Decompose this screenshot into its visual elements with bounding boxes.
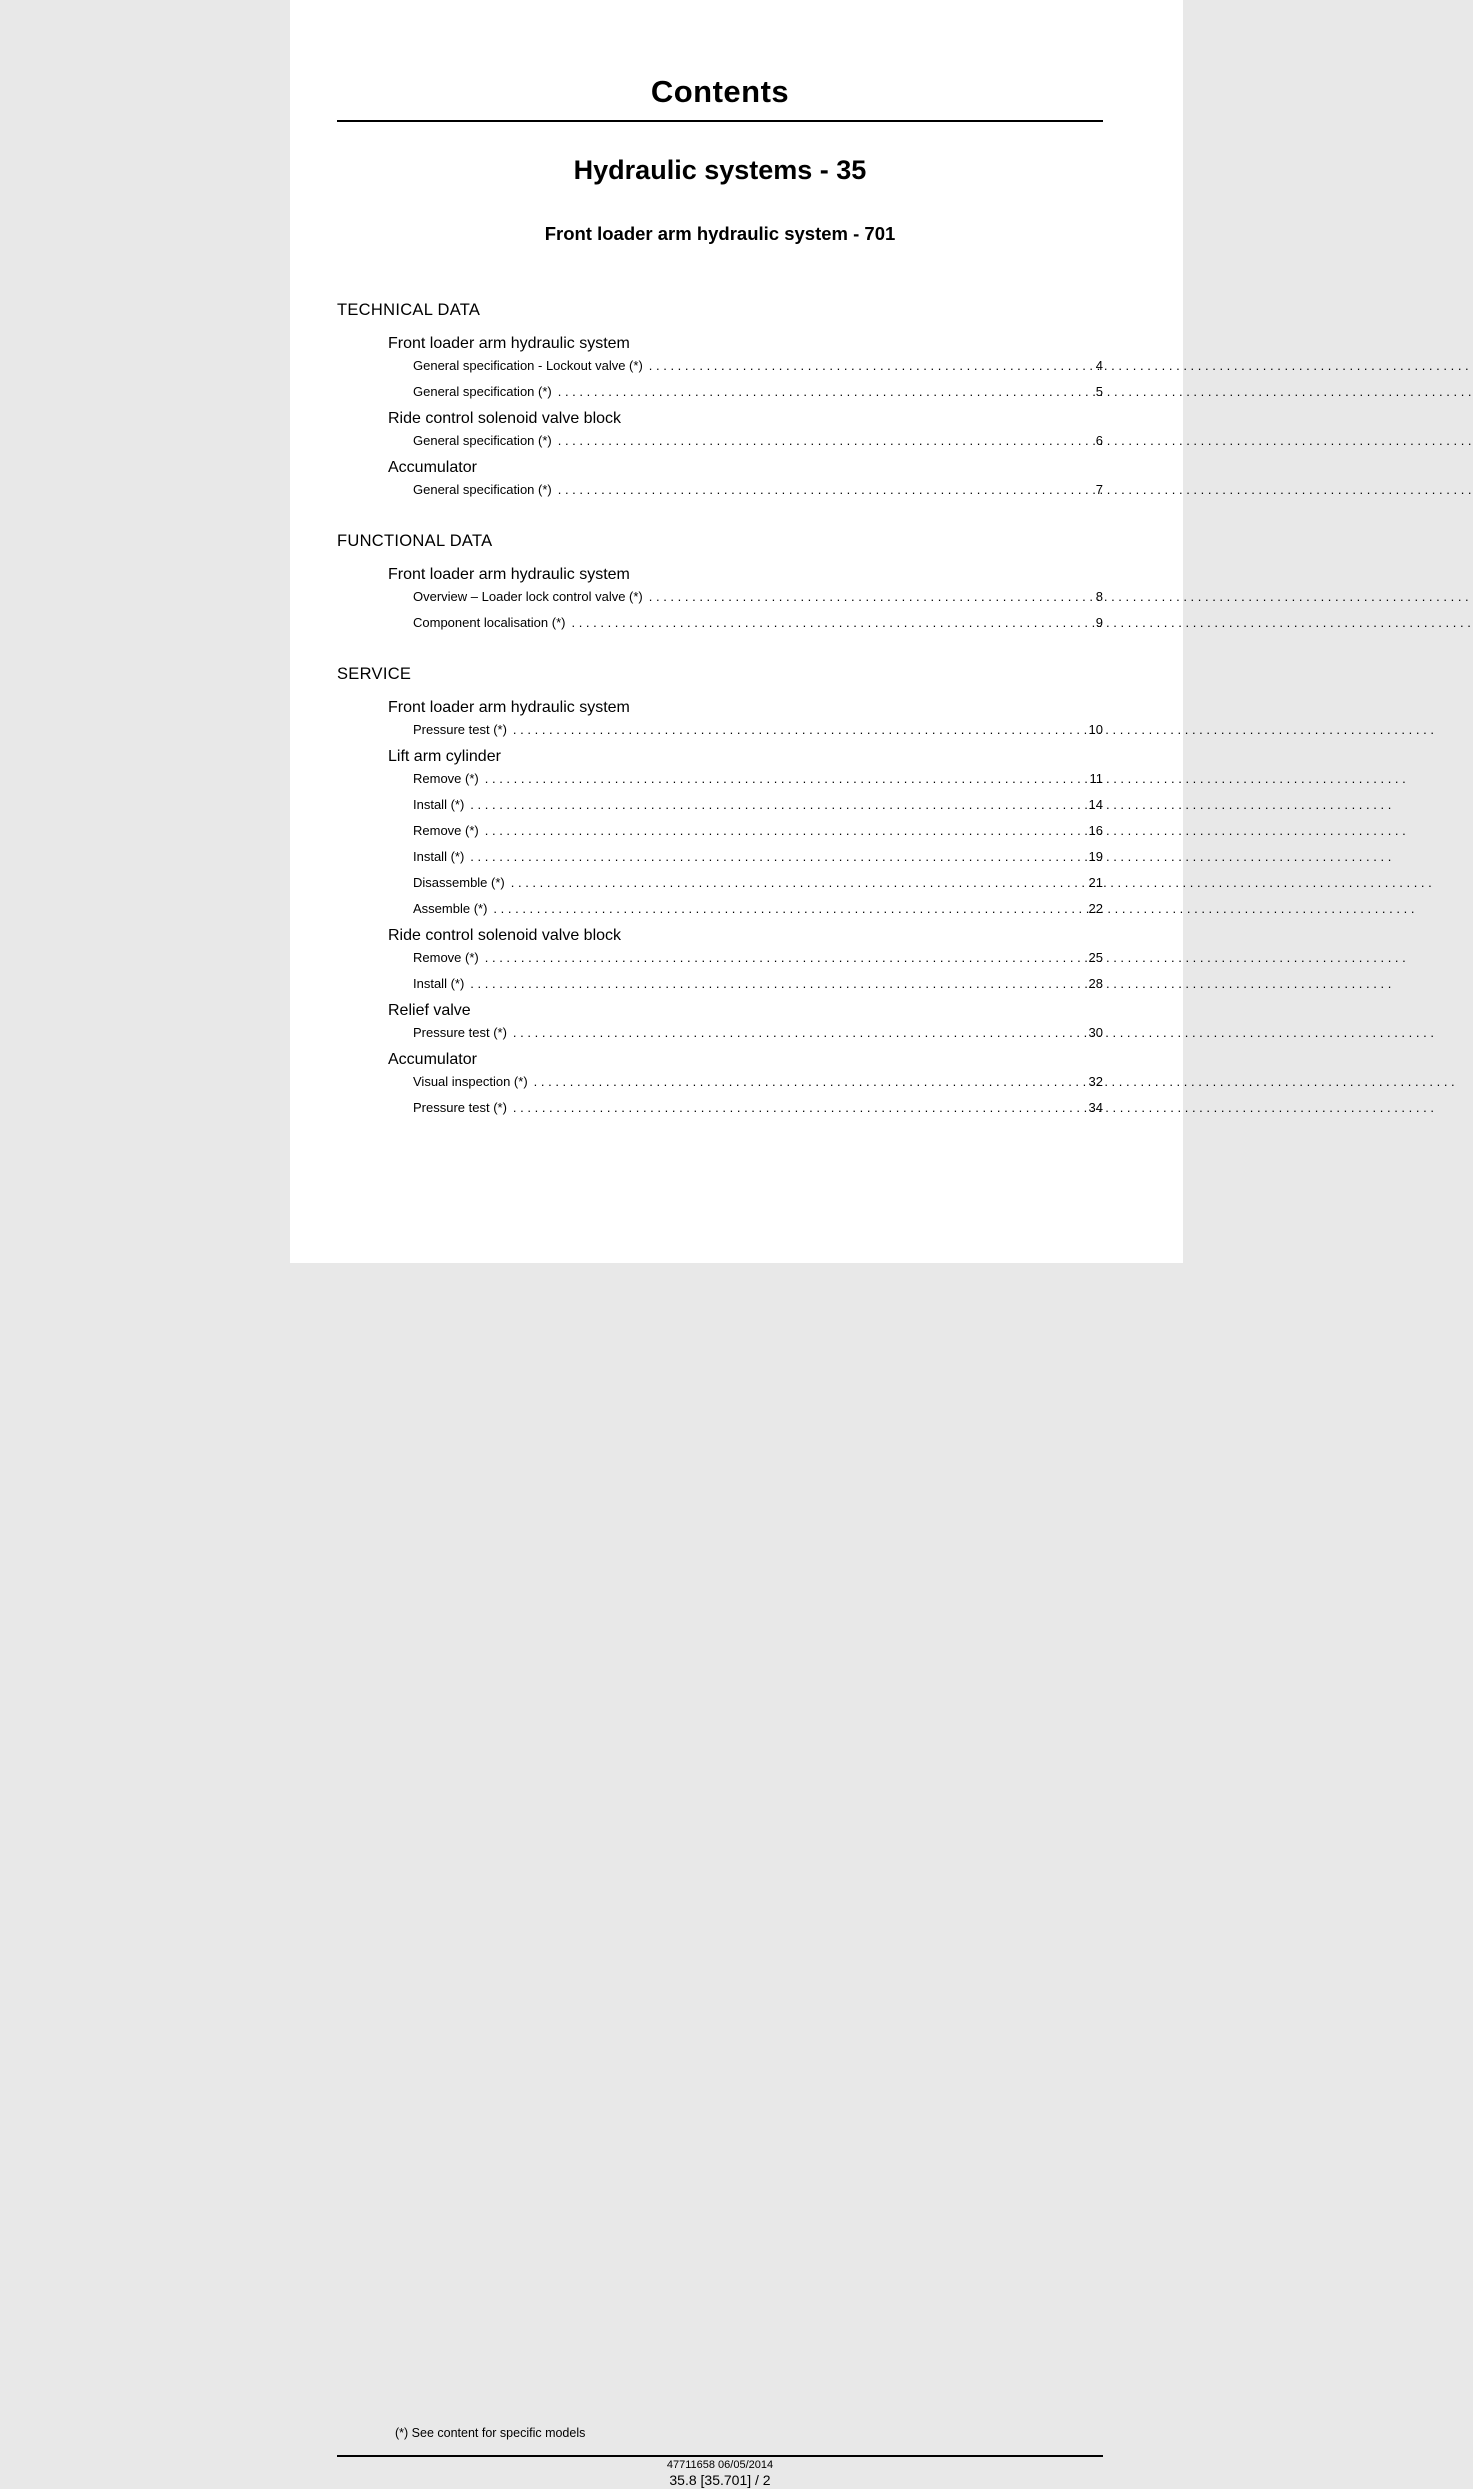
toc-entry-link[interactable] <box>413 1020 1103 1046</box>
chapter-title: Hydraulic systems - 35 <box>573 155 867 185</box>
toc-section-title: SERVICE <box>337 665 412 683</box>
toc-entry-page-number: 30 <box>1088 1025 1103 1040</box>
toc-entry-label: General specification (*) <box>413 482 552 497</box>
toc-entry-page-number: 22 <box>1088 901 1103 916</box>
toc-entry-page-number: 19 <box>1088 849 1103 864</box>
toc-entry-link[interactable] <box>413 717 1103 743</box>
toc-entry-link[interactable] <box>413 818 1103 844</box>
document-reference: 47711658 06/05/2014 <box>666 2459 774 2471</box>
toc-section-title: TECHNICAL DATA <box>337 301 481 319</box>
dot-leader <box>513 717 1083 743</box>
toc-entry-label: Remove (*) <box>413 950 479 965</box>
dot-leader <box>470 971 1083 997</box>
footer-rule <box>337 2455 1103 2457</box>
toc-entry-link[interactable] <box>413 379 1103 405</box>
toc-group <box>337 1001 1103 1046</box>
toc-group <box>337 747 1103 922</box>
toc-entry-page-number: 25 <box>1088 950 1103 965</box>
toc-section <box>337 531 1103 636</box>
toc-entry-label: Component localisation (*) <box>413 615 566 630</box>
toc-entry-label: Install (*) <box>413 849 465 864</box>
toc-group <box>337 565 1103 636</box>
toc-entry-link[interactable] <box>413 428 1103 454</box>
dot-leader <box>513 1020 1083 1046</box>
page-content <box>337 0 1103 1121</box>
dot-leader <box>571 610 1083 636</box>
toc-entry-page-number: 9 <box>1095 615 1103 630</box>
toc-entry-page-number: 5 <box>1095 384 1103 399</box>
toc-group-heading: Relief valve <box>388 1002 471 1019</box>
toc-entry-label: Disassemble (*) <box>413 875 505 890</box>
toc-entry-page-number: 28 <box>1088 976 1103 991</box>
toc-entry-label: General specification - Lockout valve (*) <box>413 358 643 373</box>
toc-entry-page-number: 14 <box>1088 797 1103 812</box>
toc-group-heading: Ride control solenoid valve block <box>388 927 622 944</box>
toc-group-heading: Front loader arm hydraulic system <box>388 335 630 352</box>
toc-group <box>337 458 1103 503</box>
toc-entry-link[interactable] <box>413 477 1103 503</box>
toc-entry-link[interactable] <box>413 971 1103 997</box>
toc-entry-link[interactable] <box>413 610 1103 636</box>
dot-leader <box>558 428 1083 454</box>
toc-group <box>337 1050 1103 1121</box>
toc-entry-label: Pressure test (*) <box>413 722 507 737</box>
dot-leader <box>470 792 1083 818</box>
title-rule <box>337 120 1103 122</box>
toc-group-heading: Front loader arm hydraulic system <box>388 566 630 583</box>
toc-group <box>337 926 1103 997</box>
toc-entry-page-number: 32 <box>1088 1074 1103 1089</box>
toc-group <box>337 334 1103 405</box>
table-of-contents <box>337 300 1103 1121</box>
toc-group <box>337 409 1103 454</box>
toc-entry-label: Install (*) <box>413 976 465 991</box>
subchapter-title: Front loader arm hydraulic system - 701 <box>544 223 896 244</box>
dot-leader <box>534 1069 1083 1095</box>
toc-entry-label: Visual inspection (*) <box>413 1074 528 1089</box>
toc-entry-page-number: 16 <box>1088 823 1103 838</box>
toc-group-heading: Front loader arm hydraulic system <box>388 699 630 716</box>
toc-entry-link[interactable] <box>413 896 1103 922</box>
dot-leader <box>485 945 1083 971</box>
toc-group-heading: Lift arm cylinder <box>388 748 501 765</box>
toc-entry-label: Pressure test (*) <box>413 1100 507 1115</box>
toc-entry-label: Install (*) <box>413 797 465 812</box>
toc-entry-page-number: 6 <box>1095 433 1103 448</box>
dot-leader <box>649 353 1083 379</box>
toc-entry-page-number: 8 <box>1095 589 1103 604</box>
toc-entry-link[interactable] <box>413 792 1103 818</box>
toc-section <box>337 664 1103 1121</box>
toc-entry-label: Assemble (*) <box>413 901 488 916</box>
toc-entry-page-number: 4 <box>1095 358 1103 373</box>
toc-entry-link[interactable] <box>413 870 1103 896</box>
toc-entry-page-number: 11 <box>1089 771 1103 786</box>
contents-title: Contents <box>650 74 790 109</box>
toc-entry-label: Remove (*) <box>413 771 479 786</box>
toc-entry-label: General specification (*) <box>413 433 552 448</box>
toc-entry-page-number: 10 <box>1088 722 1103 737</box>
toc-group-heading: Accumulator <box>388 1051 477 1068</box>
toc-entry-page-number: 34 <box>1088 1100 1103 1115</box>
toc-entry-link[interactable] <box>413 1095 1103 1121</box>
footnote: (*) See content for specific models <box>395 2426 586 2440</box>
dot-leader <box>485 766 1083 792</box>
toc-entry-label: Pressure test (*) <box>413 1025 507 1040</box>
dot-leader <box>511 870 1083 896</box>
dot-leader <box>493 896 1083 922</box>
toc-entry-label: Overview – Loader lock control valve (*) <box>413 589 643 604</box>
toc-group-heading: Ride control solenoid valve block <box>388 410 622 427</box>
toc-entry-link[interactable] <box>413 584 1103 610</box>
dot-leader <box>649 584 1083 610</box>
toc-group <box>337 698 1103 743</box>
toc-group-heading: Accumulator <box>388 459 477 476</box>
page-reference: 35.8 [35.701] / 2 <box>669 2472 771 2488</box>
toc-entry-label: Remove (*) <box>413 823 479 838</box>
toc-entry-link[interactable] <box>413 353 1103 379</box>
toc-entry-page-number: 21 <box>1088 875 1103 890</box>
toc-entry-link[interactable] <box>413 766 1103 792</box>
dot-leader <box>485 818 1083 844</box>
toc-entry-label: General specification (*) <box>413 384 552 399</box>
dot-leader <box>558 379 1083 405</box>
toc-entry-link[interactable] <box>413 945 1103 971</box>
toc-entry-page-number: 7 <box>1095 482 1103 497</box>
toc-entry-link[interactable] <box>413 1069 1103 1095</box>
dot-leader <box>513 1095 1083 1121</box>
toc-section-title: FUNCTIONAL DATA <box>337 532 493 550</box>
dot-leader <box>558 477 1083 503</box>
document-page <box>290 0 1183 2488</box>
dot-leader <box>470 844 1083 870</box>
toc-section <box>337 300 1103 503</box>
toc-entry-link[interactable] <box>413 844 1103 870</box>
